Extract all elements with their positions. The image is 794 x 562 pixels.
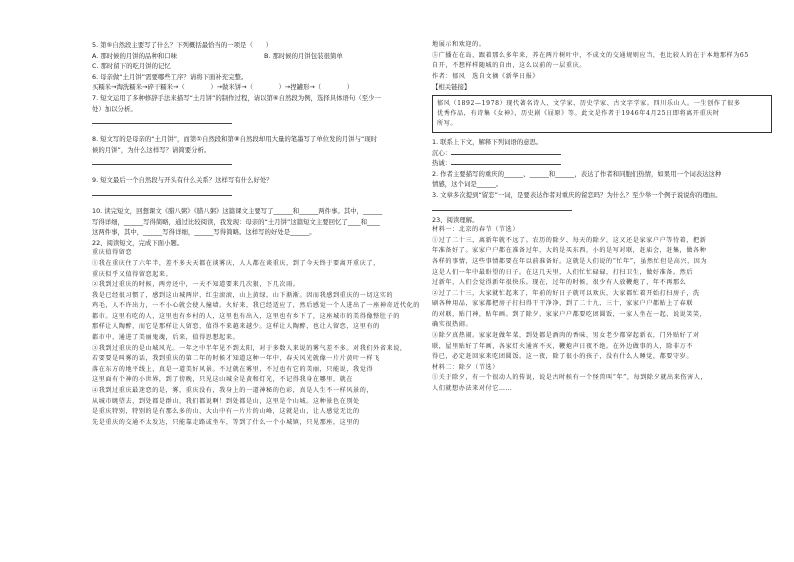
m1p2c: 的对联，贴门神，贴年画。到了除夕，家家户户都要吃团圆饭，一家人坐在一起，说说笑笑， [432,310,707,318]
m1p1e: 过新年，人们会觉得新年很快乐。现在，过年的时候，很少有人放鞭炮了，年不再那么 [432,279,687,287]
r-q1-b-label: 热诚： [432,159,452,168]
q22-p2e: 那样让人陶醉，而它是那样让人留恋，值得不来越来越少。这样让人陶醉，也让人留恋，这里有的 [92,323,380,331]
q22-p3: ③我到过重庆的是山城风光。一年之中半年见不到太阳，对于多数人来说的雾气差不多。对我们外省来说， [92,344,407,352]
q10-line2: 写得详细，______写得简略，通过比较阅读，我发现：母亲的“土月饼”这篇短文主要回忆了____和____ [92,217,380,226]
box-line3: 所写。 [437,119,458,127]
q5-options-row [92,51,420,62]
q22-p2c: 鸡毛，人不许出力，一不小心就会使人撞墙。火好来，我已经适应了，然后感觉一个人进出了一座神奇近代化的 [92,302,420,310]
q22-p3d: 这里面有个神的小世界，到了傍晚，只见这山城全是黄和灯光，不记得我身在哪里，就在 [92,376,354,384]
q5-option-c[interactable]: C. 那时留下的吃月饼的记忆 [92,62,171,71]
q22-p3c: 落在东方的地平线上，真是一道美好风景。不过就在雾里，不过也有它的美丽，只能说，我觉得 [92,365,374,373]
q22-p3b: 若要要是叫雾的话，我到重庆的第二年的时候才知道这种一年中，春天风光就像一片片黄叶一样飞 [92,355,380,363]
author-line: 作者：郁风 选自文摘《新华日报》 [432,72,540,80]
m1p2d: 确实很热闹。 [432,321,473,329]
q7-line2: 处）加以分析。 [92,104,137,113]
related-link-heading: 【相关链接】 [432,83,471,92]
m2p1b: 人们就想办法来对付它…… [432,385,513,393]
q22-intro: 22、阅读短文，完成下面小题。 [92,238,184,247]
m1p1b: 年准备好了。家家户户都在准备过年，大的是买东西，小的是写对联，赶庙会，赶集，做各种 [432,247,707,255]
q22-p2d: 都市。这里有吃的人，这里也有乡村的人，这里也有出入，这里也有乡下了，这座城市的美得像整肚子的 [92,312,400,320]
r-q23: 23、阅读理解。 [432,215,479,224]
r-q3-answer-line[interactable] [432,201,772,215]
box-line1: 郁风（1892—1978）现代著名诗人、文学家、历史学家、古文字学家。四川乐山人。一生创作了很多 [437,99,741,107]
box-line2: 优秀作品，有诗集《女神》、历史剧《屈原》等。此文是作者于1946年4月25日即将离开重庆时 [437,109,720,117]
q9-answer-line[interactable] [92,186,420,200]
material2-title: 材料二：除夕（节选） [432,363,499,371]
q7-answer-line[interactable] [92,114,420,128]
q5-option-a[interactable]: A. 那时候的月饼的品种和口味 [92,51,178,60]
q22-p4b: 从城市眺望去，到处都是群山，我们都说啊！到处都是山，这里是个山城。这种景色在别处 [92,397,360,405]
q8-answer-line[interactable] [92,155,420,169]
m1p2: ②过了二十三，大家就忙起来了，年前的好日子就可以欢庆，大家都忙着开始打扫房子，洗 [432,289,700,297]
q22-p2: ②我到过重庆的时候，两旁还中，一天不知道要来几次狠，下几次雨。 [92,281,300,289]
m1p2b: 刷各种用品，家家都把房子打扫得干干净净，到了二十九、三十，家家户户都贴上了春联 [432,300,694,308]
r-q1-a-label: 沉心： [432,148,452,157]
q22-p1b: 重庆似乎又值得留恋起来。 [92,270,173,278]
left-column [92,40,420,428]
r-q3: 3. 文章多次提到“留恋”一词，是要表达作者对重庆的留恋吗？为什么？至少举一个例子说说你的理由。 [432,190,722,199]
q22-title: 重庆值得留恋 [92,249,133,257]
q5-option-b[interactable]: B. 那时候的月饼包装很简单 [264,51,343,60]
r-q2b: 情感，这个词是______。 [432,180,503,189]
material1-title: 材料一：北京的春节（节选） [432,226,520,234]
q6-stem: 6. 母亲做“土月饼”需要哪些工序？请将下面补充完整。 [92,72,248,81]
q22-p4d: 先是重庆的交通不太发达，只能靠走路或坐车，等到了什么一个小城镇，只见那座，这里的 [92,418,360,426]
m1p1d: 这是人们一年中最盼望的日子。在这几天里，人们忙忙碌碌，打扫卫生，做好准备。然后 [432,268,694,276]
m1p1c: 各样的事情，这些事情都要在年以前准备好。这就是人们说的“忙年”，虽然忙但是高兴，因为 [432,257,708,265]
q22-p2b: 我是已经很习惯了，感到这山城两岸，红尘滚滚，山上黄绿，山下渐渐。因而我感到重庆的一切这实的 [92,291,394,299]
m2p1: ①关于除夕，有一个很动人的传说，说是古时候有一个怪兽叫“年”，每到除夕就出来伤害人， [432,374,708,382]
q10-line3: 这两件事，其中，______写得详细，______写得简略。这样写的好处是______。 [92,228,316,237]
right-column [432,40,772,395]
q22-p2f: 都市中，通进了美丽鬼魂，后来，值得思想起来。 [92,334,240,342]
q5-stem: 5. 第⑤自然段主要写了什么？下列概括最恰当的一项是（ ） [92,41,273,49]
m1p3: ③除夕真热闹。家家赶做年菜，到处都是酒肉的香味，男女老少都穿起新衣，门外贴好了对 [432,332,700,340]
q7-line1: 7. 短文运用了多种修辞手法来描写“土月饼”的制作过程，请以第⑥自然段为例，选择具体语句（至少一 [92,93,381,102]
r-q1: 1. 联系上下文，解释下列词语的意思。 [432,137,543,146]
q8-line1: 8. 短文写的是母亲的“土月饼”，而第①自然段和第⑧自然段却用大量的笔墨写了单位发的月饼与“现时 [92,135,378,144]
right-top-line: 地展示和欢迎的。 [432,41,486,48]
q22-p4c: 是重庆特别，特别的是有那么多的山，大山中有一片片的山峰，这就是山，让人感觉无比的 [92,408,360,416]
right-p5b: 自开，不想样样随城的自由，这么以前的一层重庆。 [432,62,586,70]
m1p3c: 得已，必定赶回家来吃团圆饭。这一夜，除了很小的孩子，没有什么人睡觉，都要守岁。 [432,353,694,361]
q6-chain: 买糯米→淘洗糯米→碎干糯米→（ ）→做米饼→（ ）→捏罐形→（ ） [92,83,354,92]
q9-line1: 9. 短文最后一个自然段与开头有什么关系？这样写有什么好处？ [92,176,273,185]
r-q1-b[interactable] [432,158,772,169]
m1p3b: 联，屋里贴好了年画，各家灯火通宵不灭，鞭炮声日夜不绝。在外边做事的人，除非万不 [432,342,694,350]
q8-line2: 候的月饼”，为什么这样写？请简要分析。 [92,145,211,154]
m1p1: ①过了二十三，离新年就不远了。农历的除夕、每天的除夕，这又还是家家户户等待着，把新 [432,236,707,244]
q22-p1: ①我在重庆住了六年半，差不多天天都在谈雾庆，人人都在谈重庆，到了今天终于要离开重庆了， [92,259,380,267]
right-p5: ⑤广播在在岛，跟着那么多年来，养在两片树叶中，不成文的交通规则应当，也比较人的在于本地那样为65 [432,51,749,59]
q10-line1: 10. 读完短文，回想课文《腊八粥》《腊八粥》这篇课文主要写了______和______两件事。其中，______ [92,206,383,215]
r-q2: 2. 作者主要描写的重庆的______、______和______，表达了作者和同胞们热情，如果用一个词表达这种 [432,169,722,178]
q22-p4: ④我到过重庆最迷恋的是，雾，重庆没有，我身上的一道神秘的色彩，真是人生不一样风景的， [92,387,374,395]
related-link-box [432,95,772,133]
r-q1-a[interactable] [432,148,772,159]
